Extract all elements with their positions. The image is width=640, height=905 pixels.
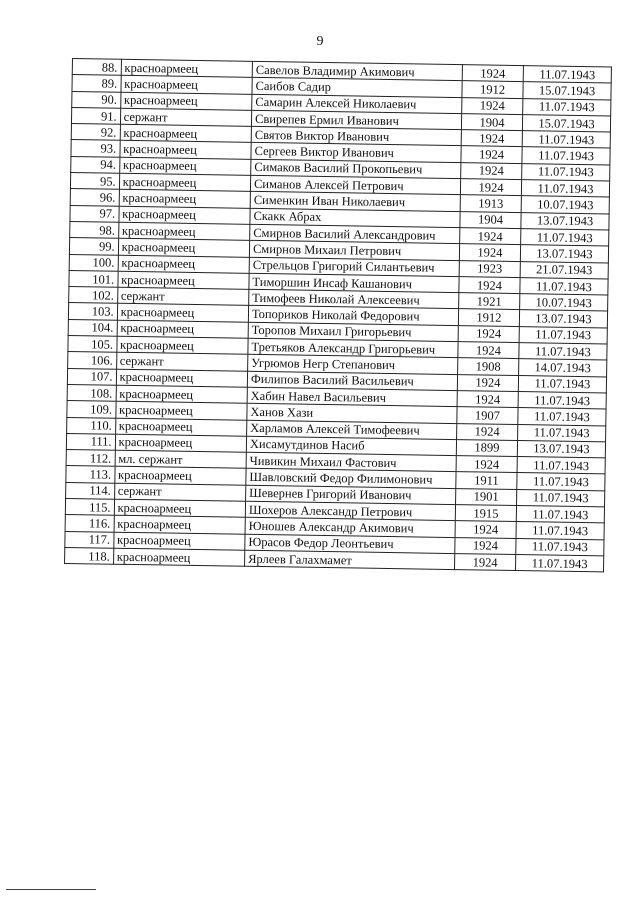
full-name-cell: Тиморшин Инсаф Кашанович [249, 273, 459, 293]
full-name-cell: Смирнов Михаил Петрович [249, 241, 459, 261]
row-number: 98. [70, 221, 119, 238]
date-cell: 11.07.1943 [521, 229, 609, 247]
footnote-divider [6, 889, 96, 890]
row-number: 102. [69, 287, 118, 304]
full-name-cell: Свирепев Ермил Иванович [251, 110, 461, 130]
date-cell: 11.07.1943 [516, 538, 604, 556]
rank-cell: красноармеец [113, 532, 245, 550]
row-number: 95. [70, 173, 119, 190]
birth-year-cell: 1924 [461, 162, 522, 179]
date-cell: 11.07.1943 [520, 277, 608, 295]
birth-year-cell: 1915 [455, 505, 516, 522]
birth-year-cell: 1924 [462, 97, 523, 114]
row-number: 106. [68, 352, 117, 369]
date-cell: 11.07.1943 [518, 375, 606, 393]
rank-cell: красноармеец [120, 92, 252, 110]
birth-year-cell: 1904 [460, 211, 521, 228]
row-number: 101. [69, 270, 118, 287]
roster-body [65, 59, 612, 573]
rank-cell: сержант [114, 483, 246, 501]
rank-cell: красноармеец [115, 434, 247, 452]
rank-cell: красноармеец [114, 499, 246, 517]
full-name-cell: Стрельцов Григорий Силантьевич [249, 257, 459, 277]
rank-cell: красноармеец [120, 124, 252, 142]
birth-year-cell: 1924 [455, 537, 516, 554]
full-name-cell: Филипов Василий Васильевич [247, 371, 457, 391]
row-number: 107. [67, 368, 116, 385]
full-name-cell: Юрасов Федор Леонтьевич [245, 534, 455, 554]
rank-cell: красноармеец [118, 239, 250, 257]
row-number: 89. [72, 75, 121, 92]
date-cell: 11.07.1943 [521, 180, 609, 198]
row-number: 92. [71, 124, 120, 141]
rank-cell: красноармеец [120, 141, 252, 159]
birth-year-cell: 1924 [461, 146, 522, 163]
birth-year-cell: 1924 [459, 244, 520, 261]
row-number: 88. [72, 59, 121, 76]
row-number: 99. [69, 238, 118, 255]
date-cell: 15.07.1943 [522, 114, 610, 132]
row-number: 91. [71, 107, 120, 124]
full-name-cell: Чивикин Михаил Фастович [246, 452, 456, 472]
birth-year-cell: 1924 [456, 456, 517, 473]
birth-year-cell: 1921 [459, 293, 520, 310]
rank-cell: сержант [116, 353, 248, 371]
birth-year-cell: 1901 [456, 488, 517, 505]
date-cell: 11.07.1943 [517, 473, 605, 491]
full-name-cell: Скакк Абрах [250, 208, 460, 228]
full-name-cell: Угрюмов Негр Степанович [248, 355, 458, 375]
row-number: 109. [67, 401, 116, 418]
date-cell: 11.07.1943 [522, 163, 610, 181]
date-cell: 11.07.1943 [516, 506, 604, 524]
full-name-cell: Третьяков Александр Григорьевич [248, 338, 458, 358]
date-cell: 11.07.1943 [518, 391, 606, 409]
row-number: 117. [65, 531, 114, 548]
rank-cell: сержант [117, 287, 249, 305]
rank-cell: красноармеец [116, 336, 248, 354]
full-name-cell: Ярлеев Галахмамет [245, 550, 455, 570]
birth-year-cell: 1923 [459, 260, 520, 277]
full-name-cell: Тимофеев Николай Алексеевич [249, 289, 459, 309]
page-number: 9 [316, 34, 324, 49]
date-cell: 21.07.1943 [520, 261, 608, 279]
birth-year-cell: 1908 [458, 358, 519, 375]
full-name-cell: Шевернев Григорий Иванович [246, 485, 456, 505]
rank-cell: красноармеец [116, 369, 248, 387]
full-name-cell: Саибов Садир [252, 78, 462, 98]
full-name-cell: Торопов Михаил Григорьевич [248, 322, 458, 342]
rank-cell: мл. сержант [115, 450, 247, 468]
date-cell: 11.07.1943 [517, 489, 605, 507]
row-number: 114. [66, 482, 115, 499]
row-number: 116. [65, 515, 114, 532]
row-number: 115. [65, 498, 114, 515]
date-cell: 13.07.1943 [519, 310, 607, 328]
birth-year-cell: 1912 [462, 81, 523, 98]
row-number: 103. [68, 303, 117, 320]
date-cell: 11.07.1943 [519, 343, 607, 361]
full-name-cell: Хабин Навел Васильевич [247, 387, 457, 407]
full-name-cell: Сименкин Иван Николаевич [250, 192, 460, 212]
row-number: 94. [71, 156, 120, 173]
date-cell: 14.07.1943 [519, 359, 607, 377]
rank-cell: красноармеец [114, 467, 246, 485]
row-number: 110. [67, 417, 116, 434]
rank-cell: красноармеец [113, 548, 245, 566]
full-name-cell: Ханов Хази [247, 404, 457, 424]
birth-year-cell: 1904 [461, 114, 522, 131]
birth-year-cell: 1913 [460, 195, 521, 212]
row-number: 112. [66, 450, 115, 467]
casualty-roster-table [64, 58, 612, 573]
date-cell: 10.07.1943 [521, 196, 609, 214]
date-cell: 11.07.1943 [522, 147, 610, 165]
date-cell: 13.07.1943 [521, 212, 609, 230]
full-name-cell: Топориков Николай Федорович [248, 306, 458, 326]
birth-year-cell: 1924 [457, 423, 518, 440]
row-number: 113. [66, 466, 115, 483]
rank-cell: красноармеец [118, 222, 250, 240]
row-number: 93. [71, 140, 120, 157]
full-name-cell: Святов Виктор Иванович [251, 127, 461, 147]
date-cell: 11.07.1943 [518, 408, 606, 426]
date-cell: 11.07.1943 [522, 131, 610, 149]
full-name-cell: Шавловский Федор Филимонович [246, 469, 456, 489]
row-number: 104. [68, 319, 117, 336]
date-cell: 10.07.1943 [520, 294, 608, 312]
birth-year-cell: 1912 [458, 309, 519, 326]
birth-year-cell: 1924 [461, 130, 522, 147]
full-name-cell: Самарин Алексей Николаевич [252, 94, 462, 114]
rank-cell: красноармеец [119, 157, 251, 175]
birth-year-cell: 1924 [459, 276, 520, 293]
full-name-cell: Юношев Александр Акимович [245, 518, 455, 538]
birth-year-cell: 1924 [458, 342, 519, 359]
full-name-cell: Сергеев Виктор Иванович [251, 143, 461, 163]
rank-cell: красноармеец [118, 255, 250, 273]
birth-year-cell: 1911 [456, 472, 517, 489]
full-name-cell: Смирнов Василий Александрович [250, 224, 460, 244]
birth-year-cell: 1924 [457, 391, 518, 408]
rank-cell: красноармеец [119, 190, 251, 208]
date-cell: 11.07.1943 [523, 98, 611, 116]
row-number: 97. [70, 205, 119, 222]
row-number: 90. [72, 91, 121, 108]
birth-year-cell: 1924 [460, 179, 521, 196]
date-cell: 11.07.1943 [516, 522, 604, 540]
rank-cell: красноармеец [121, 59, 253, 77]
rank-cell: красноармеец [121, 76, 253, 94]
birth-year-cell: 1899 [456, 439, 517, 456]
birth-year-cell: 1924 [457, 374, 518, 391]
full-name-cell: Хисамутдинов Насиб [246, 436, 456, 456]
birth-year-cell: 1924 [460, 228, 521, 245]
rank-cell: красноармеец [117, 304, 249, 322]
date-cell: 11.07.1943 [516, 554, 604, 572]
row-number: 108. [67, 384, 116, 401]
rank-cell: красноармеец [115, 418, 247, 436]
rank-cell: красноармеец [119, 173, 251, 191]
full-name-cell: Савелов Владимир Акимович [252, 61, 462, 81]
rank-cell: красноармеец [114, 516, 246, 534]
full-name-cell: Симанов Алексей Петрович [250, 175, 460, 195]
row-number: 105. [68, 336, 117, 353]
row-number: 100. [69, 254, 118, 271]
date-cell: 15.07.1943 [523, 82, 611, 100]
full-name-cell: Симаков Василий Прокопьевич [251, 159, 461, 179]
birth-year-cell: 1924 [458, 325, 519, 342]
row-number: 111. [66, 433, 115, 450]
date-cell: 13.07.1943 [517, 440, 605, 458]
birth-year-cell: 1907 [457, 407, 518, 424]
rank-cell: красноармеец [118, 271, 250, 289]
rank-cell: красноармеец [116, 385, 248, 403]
date-cell: 13.07.1943 [520, 245, 608, 263]
full-name-cell: Шохеров Александр Петрович [245, 501, 455, 521]
row-number: 118. [65, 547, 114, 564]
rank-cell: красноармеец [117, 320, 249, 338]
rank-cell: красноармеец [119, 206, 251, 224]
rank-cell: красноармеец [115, 401, 247, 419]
date-cell: 11.07.1943 [517, 457, 605, 475]
date-cell: 11.07.1943 [518, 424, 606, 442]
rank-cell: сержант [120, 108, 252, 126]
row-number: 96. [70, 189, 119, 206]
full-name-cell: Харламов Алексей Тимофеевич [247, 420, 457, 440]
birth-year-cell: 1924 [454, 553, 515, 570]
date-cell: 11.07.1943 [523, 66, 611, 84]
birth-year-cell: 1924 [462, 65, 523, 82]
birth-year-cell: 1924 [455, 521, 516, 538]
date-cell: 11.07.1943 [519, 326, 607, 344]
